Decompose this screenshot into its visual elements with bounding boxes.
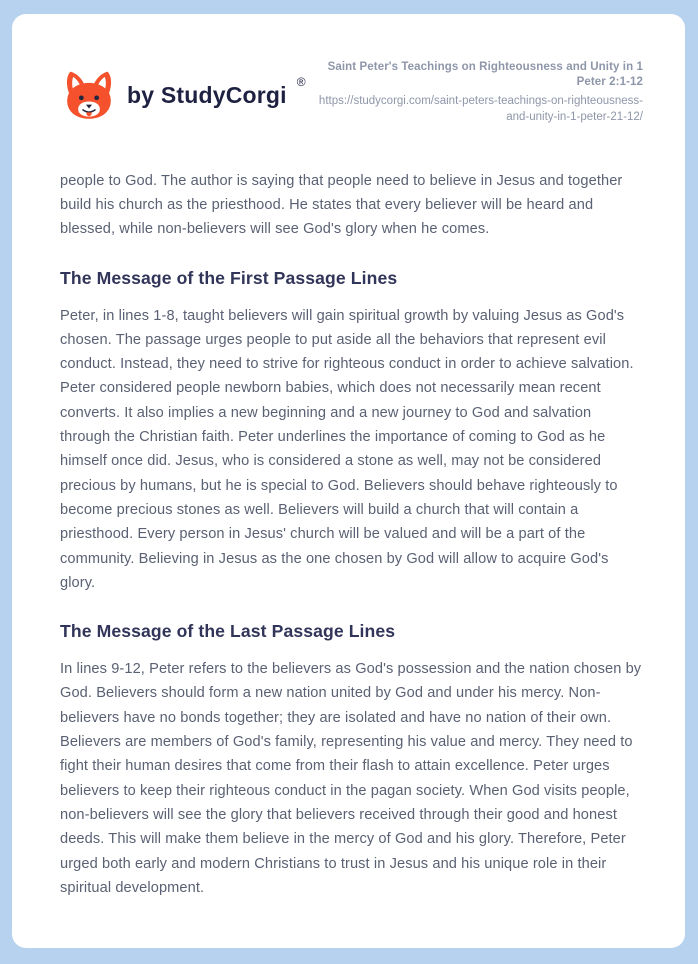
document-meta <box>306 60 643 125</box>
studycorgi-logo[interactable] <box>60 66 306 124</box>
document-card <box>12 14 685 948</box>
intro-paragraph: people to God. The author is saying that people need to believe in Jesus and together build his church as the priesthood. He states that every believer will be heard and blessed, while non-believers will see God's glory when he comes. <box>60 172 623 238</box>
logo-brand-text: by StudyCorgi <box>127 81 287 108</box>
section-paragraph-last-passage: In lines 9-12, Peter refers to the believers as God's possession and the nation chosen by God. Believers should form a new nation united by God and under his mercy. Non-believers have no bonds together; they are isolated and have no nation of their own. Believers are members of God's family, representing his value and mercy. They need to fight their human desires that come from their flash to attain excellence. Peter urges believers to keep their righteous conduct in the pagan society. When God visits people, non-believers will see the glory that believers received through their good and honest deeds. This will make them believe in the mercy of God and his glory. Therefore, Peter urged both early and modern Christians to trust in Jesus and his unique role in their spiritual development. <box>60 661 642 896</box>
section-paragraph-first-passage: Peter, in lines 1-8, taught believers will gain spiritual growth by valuing Jesus as God's chosen. The passage urges people to put aside all the behaviors that represent evil conduct. Instead, they need to strive for righteous conduct in order to achieve salvation. Peter considered people newborn babies, which does not necessarily mean recent converts. It also implies a new beginning and a new journey to God and salvation through the Christian faith. Peter underlines the importance of coming to God as he himself once did. Jesus, who is considered a stone as well, may not be considered precious by humans, but he is special to God. Believers should behave righteously to become precious stones as well. Believers will build a church that will contain a priesthood. Every person in Jesus' church will be valued and will be a part of the community. Believing in Jesus as the one chosen by God will allow to acquire God's glory. <box>60 307 634 591</box>
document-title: Saint Peter's Teachings on Righteousness and Unity in 1 Peter 2:1-12 <box>327 61 643 89</box>
document-source-url[interactable]: https://studycorgi.com/saint-peters-teachings-on-righteousness-and-unity-in-1-peter-21-12/ <box>318 95 643 123</box>
essay-content <box>60 169 643 900</box>
section-heading-first-passage: The Message of the First Passage Lines <box>60 267 398 288</box>
section-heading-last-passage: The Message of the Last Passage Lines <box>60 621 396 642</box>
corgi-face-icon <box>60 66 118 124</box>
document-header <box>60 61 643 125</box>
registered-trademark-icon: ® <box>296 75 306 90</box>
